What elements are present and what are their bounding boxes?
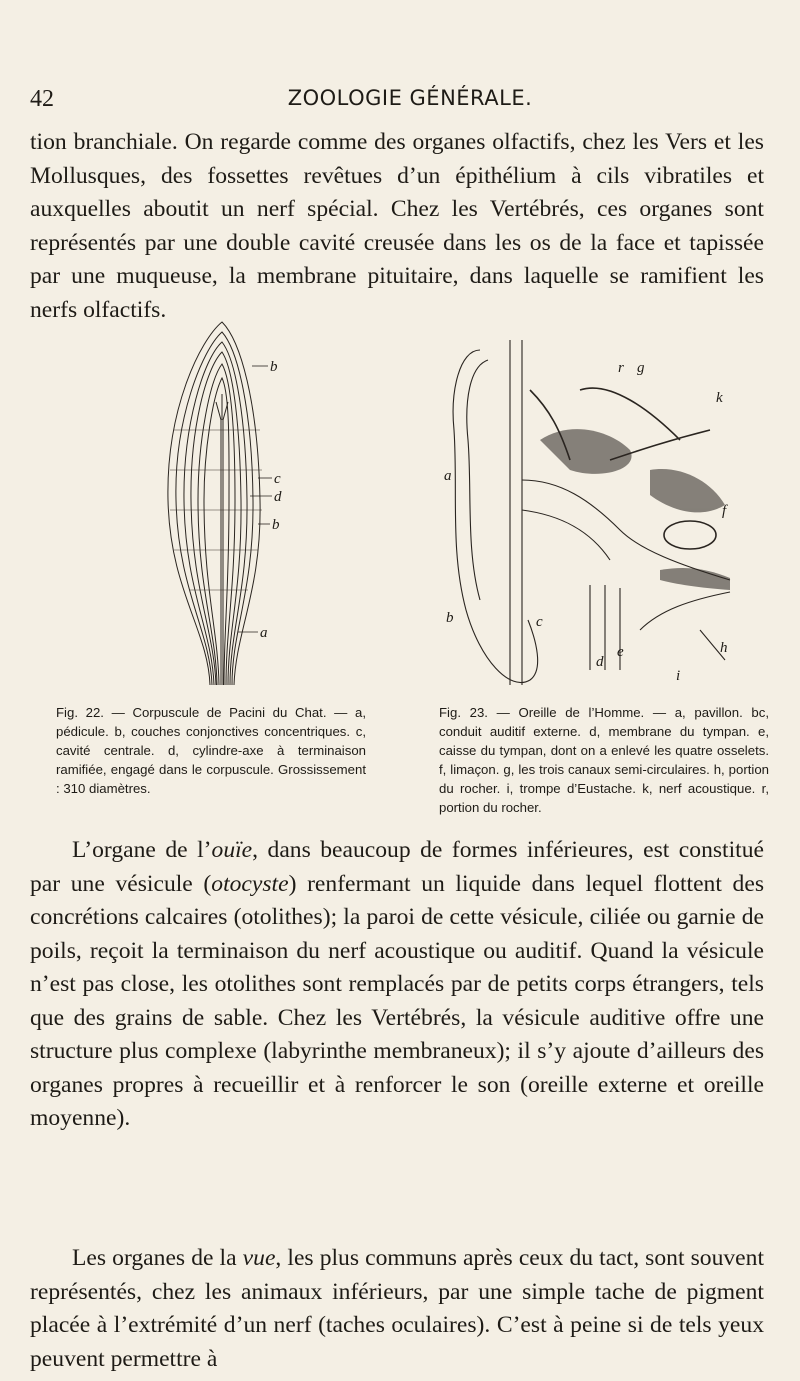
fig22-label-d: d [274, 489, 282, 505]
fig23-label-b: b [446, 610, 454, 626]
para2-term-ouie: ouïe [211, 837, 253, 863]
fig23-label-d: d [596, 654, 604, 670]
fig23-label-k: k [716, 390, 723, 406]
fig23-label-c: c [536, 614, 543, 630]
fig22-label-a: a [260, 625, 268, 641]
fig23-label-r: r [618, 360, 624, 376]
para2-term-otocyste: otocyste [211, 870, 289, 897]
para3-term-vue: vue [242, 1245, 276, 1271]
para2-text-c: ) renfermant un liquide dans lequel flottent des concrétions calcaires (otolithes); la paroi de cette vésicule, ciliée ou garnie de poils, reçoit la terminaison du nerf acoustique ou auditif. Quand la vésicule n’est pas close, les otolithes sont remplacés par de petits corps étrangers, tels que des grains de sable. Chez les Vertébrés, la vésicule auditive offre une structure plus complexe (labyrinthe membraneux); il s’y ajoute d’ailleurs des organes propres à recueillir et à renforcer le son (oreille externe et oreille moyenne). [30, 870, 764, 1131]
paragraph-vision [30, 1242, 764, 1376]
figure-22-pacini-corpuscle [140, 310, 380, 700]
page-number: 42 [30, 86, 54, 112]
fig23-label-e: e [617, 644, 624, 660]
fig22-label-b-top: b [270, 359, 278, 375]
fig23-label-h: h [720, 640, 728, 656]
figure-23-caption: Fig. 23. — Oreille de l’Homme. — a, pavillon. bc, conduit auditif externe. d, membrane du tympan. e, caisse du tympan, dont on a enlevé les quatre osselets. f, limaçon. g, les trois canaux semi-circulaires. h, portion du rocher. i, trompe d’Eustache. k, nerf acoustique. r, portion du rocher. [439, 705, 769, 815]
pacini-corpuscle-illustration [140, 310, 380, 700]
para2-text-b: , dans beaucoup de formes inférieures, est constitué par une vésicule ( [30, 837, 764, 897]
fig23-label-a: a [444, 468, 452, 484]
para3-text-a: Les organes de la [72, 1245, 243, 1271]
ear-section-illustration [440, 330, 740, 710]
fig23-label-f: f [722, 503, 727, 519]
para3-text-b: , les plus communs après ceux du tact, sont souvent représentés, chez les animaux inférieurs, par une simple tache de pigment placée à l’extrémité d’un nerf (taches oculaires). C’est à peine si de tels yeux peuvent permettre à [30, 1245, 764, 1372]
page-header [30, 86, 790, 120]
paragraph-hearing [30, 834, 764, 1136]
figure-23-human-ear [440, 330, 740, 710]
fig23-label-i: i [676, 668, 681, 684]
running-title: ZOOLOGIE GÉNÉRALE. [287, 86, 533, 110]
paragraph-olfaction: tion branchiale. On regarde comme des organes olfactifs, chez les Vers et les Mollusques, des fossettes revêtues d’un épithélium à cils vibratiles et auxquelles aboutit un nerf spécial. Chez les Vertébrés, ces organes sont représentés par une double cavité creusée dans les os de la face et tapissée par une muqueuse, la membrane pituitaire, dans laquelle se ramifient les nerfs olfactifs. [30, 129, 764, 323]
fig22-label-b-mid: b [272, 517, 280, 533]
para2-text-a: L’organe de l’ [72, 837, 212, 863]
fig23-label-g: g [637, 360, 645, 376]
fig22-label-c: c [274, 471, 281, 487]
figure-22-caption: Fig. 22. — Corpuscule de Pacini du Chat. — a, pédicule. b, couches conjonctives concentriques. c, cavité centrale. d, cylindre-axe à terminaison ramifiée, engagé dans le corpuscule. Grossissement : 310 diamètres. [56, 705, 366, 796]
